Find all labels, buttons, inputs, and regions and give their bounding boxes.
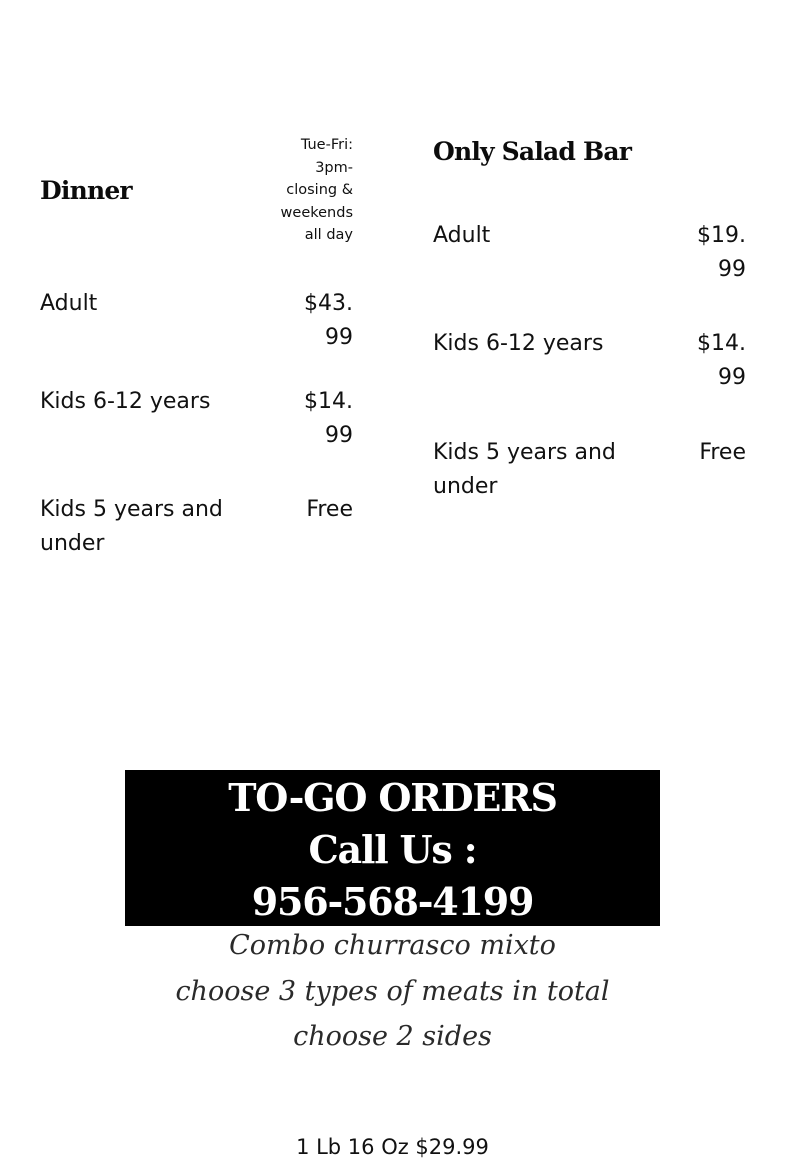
item-name: Adult [433,223,491,248]
item-name: Kids 6-12 years [40,389,211,414]
item-price: Free [306,497,353,522]
togo-orders-banner [125,770,660,926]
call-us-label: Call Us : [308,827,477,872]
item-price: $19.99 [697,223,746,282]
item-name: Kids 5 years and under [40,497,223,556]
item-name: Adult [40,291,98,316]
item-price: Free [699,440,746,465]
salad-bar-section [433,134,746,514]
item-name: Kids 6-12 years [433,331,604,356]
dinner-title: Dinner [40,176,132,205]
combo-description [0,923,785,1060]
combo-meats-note: choose 3 types of meats in total [175,975,610,1007]
dinner-hours: Tue-Fri: 3pm- closing & weekends all day [280,137,353,243]
togo-heading: TO-GO ORDERS [228,775,557,820]
item-price: $14.99 [697,331,746,390]
combo-sides-note: choose 2 sides [293,1021,492,1052]
item-name: Kids 5 years and under [433,440,616,499]
combo-price: 1 Lb 16 Oz $29.99 [296,1135,489,1159]
dinner-section [40,134,353,564]
item-price: $14.99 [304,389,353,448]
combo-title: Combo churrasco mixto [229,930,556,961]
salad-bar-title: Only Salad Bar [433,137,632,166]
phone-number[interactable]: 956-568-4199 [251,879,534,924]
item-price: $43.99 [304,291,353,350]
